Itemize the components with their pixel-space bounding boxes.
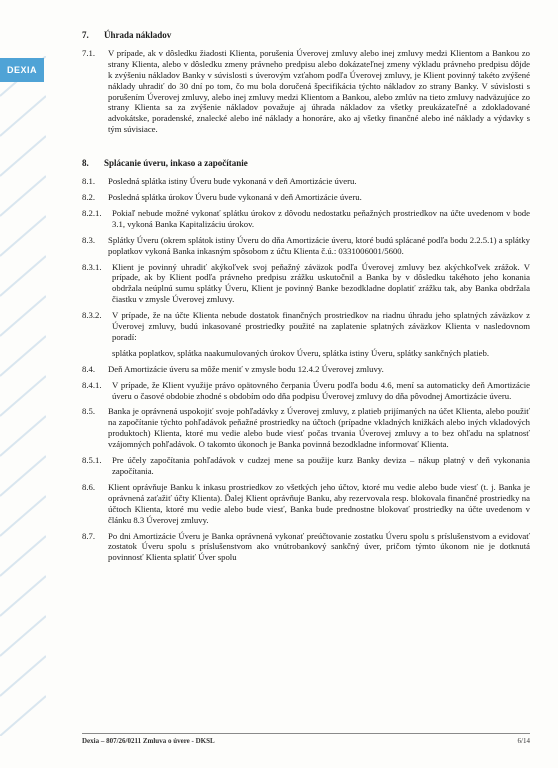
section-title: Splácanie úveru, inkaso a započítanie xyxy=(104,158,248,169)
paragraph-8-4 xyxy=(82,364,530,375)
section-title: Úhrada nákladov xyxy=(104,30,172,40)
paragraph-text: Banka je oprávnená uspokojiť svoje pohľadávky z Úverovej zmluvy, z platieb prijímaných na účet Klienta, alebo použiť na započítanie týchto pohľadávok peňažné prostriedky na účtoch (prípadne vkladných knižkách alebo iných vkladových produktoch) Klienta, ktoré mu vedie alebo bude viesť počas trvania Úverovej zmluvy a to bez ohľadu na splatnosť vzájomných pohľadávok. O takomto úkonoch je Banka povinná bezodkladne informovať Klienta. xyxy=(108,406,530,450)
paragraph-8-3-2 xyxy=(82,310,530,343)
paragraph-text: Po dni Amortizácie Úveru je Banka oprávnená vykonať preúčtovanie zostatku Úveru spolu s príslušenstvom a evidovať zostatok Úveru spolu s príslušenstvom ako vnútrobankový sankčný úver, pričom týmto úkonom nie je dotknutá povinnosť Klienta splatiť Úver spolu xyxy=(108,530,530,563)
paragraph-number: 8.6. xyxy=(82,481,96,492)
paragraph-number: 8.4. xyxy=(82,363,96,374)
paragraph-8-1 xyxy=(82,176,530,187)
paragraph-text: Splátky Úveru (okrem splátok istiny Úveru do dňa Amortizácie úveru, ktoré budú splácané podľa bodu 2.2.5.1) a splátky poplatkov vykoná Banka inkasným spôsobom z účtu Klienta č.ú.: 0331006001/5600. xyxy=(108,234,530,256)
paragraph-8-2-1 xyxy=(82,208,530,230)
paragraph-number: 8.1. xyxy=(82,176,96,187)
paragraph-number: 8.3. xyxy=(82,234,96,245)
paragraph-number: 8.2. xyxy=(82,191,96,202)
paragraph-text: Posledná splátka istiny Úveru bude vykonaná v deň Amortizácie úveru. xyxy=(108,176,357,187)
paragraph-number: 7.1. xyxy=(82,47,96,58)
payment-order-list: splátka poplatkov, splátka naakumulovaných úrokov Úveru, splátka istiny Úveru, splátky sankčných platieb. xyxy=(112,347,490,358)
paragraph-text: V prípade, že na účte Klienta nebude dostatok finančných prostriedkov na riadnu úhradu jeho splatných záväzkov z Úverovej zmluvy, budú inkasované prostriedky použité na zaplatenie splatných záväzkov Klienta v nasledovnom poradí: xyxy=(112,310,530,342)
side-pattern xyxy=(0,56,46,736)
paragraph-number: 8.3.1. xyxy=(82,261,102,272)
paragraph-number: 8.5.1. xyxy=(82,455,102,466)
paragraph-number: 8.3.2. xyxy=(82,310,102,321)
dexia-logo xyxy=(0,58,44,82)
paragraph-8-3-1 xyxy=(82,262,530,306)
paragraph-number: 8.7. xyxy=(82,530,96,541)
paragraph-text: Deň Amortizácie úveru sa môže meniť v zmysle bodu 12.4.2 Úverovej zmluvy. xyxy=(108,363,384,374)
paragraph-8-3 xyxy=(82,235,530,257)
footer-document-reference: Dexia – 807/26/0211 Zmluva o úvere - DKSL xyxy=(82,737,215,745)
logo-text: DEXIA xyxy=(6,65,37,75)
paragraph-text: Pokiaľ nebude možné vykonať splátku úrokov z dôvodu nedostatku peňažných prostriedkov na účte uvedenom v bode 3.1, vykoná Banka Kapitalizáciu úrokov. xyxy=(112,207,530,229)
page-number: 6/14 xyxy=(517,737,530,745)
paragraph-7-1 xyxy=(82,48,530,135)
paragraph-text: Posledná splátka úrokov Úveru bude vykonaná v deň Amortizácie úveru. xyxy=(108,191,362,202)
section-number: 7. xyxy=(82,30,89,40)
paragraph-8-6 xyxy=(82,482,530,526)
paragraph-8-2 xyxy=(82,192,530,203)
paragraph-8-7 xyxy=(82,531,530,564)
paragraph-text: Pre účely započítania pohľadávok v cudzej mene sa použije kurz Banky deviza – nákup platný v deň vykonania započítania. xyxy=(112,455,530,476)
paragraph-8-5 xyxy=(82,406,530,450)
section-heading-7 xyxy=(82,30,530,41)
paragraph-8-5-1 xyxy=(82,455,530,477)
page-footer xyxy=(82,733,530,745)
paragraph-number: 8.2.1. xyxy=(82,207,102,218)
paragraph-text: Klient oprávňuje Banku k inkasu prostriedkov zo všetkých jeho účtov, ktoré mu vedie alebo bude viesť (t. j. Banka je oprávnená zaťažiť účty Klienta). Ďalej Klient oprávňuje Banku, aby rezervovala resp. blokovala finančné prostriedky na účtoch Klienta, ktoré mu vedie alebo bude viesť, Banka bude prednostne blokovať prostriedky na účte uvedenom v článku 8.3 Úverovej zmluvy. xyxy=(108,481,530,525)
paragraph-text: V prípade, že Klient využije právo opätovného čerpania Úveru podľa bodu 4.6, mení sa automaticky deň Amortizácie úveru o časové obdobie zhodné s obdobím odo dňa podpisu Úverovej zmluvy do dňa pôvodnej Amortizácie úveru. xyxy=(112,379,530,401)
paragraph-8-4-1 xyxy=(82,380,530,402)
paragraph-text: V prípade, ak v dôsledku žiadosti Klienta, porušenia Úverovej zmluvy alebo inej zmluvy medzi Klientom a Bankou zo strany Klienta, alebo v dôsledku zmeny právneho predpisu alebo dokázateľnej zmeny výkladu právneho predpisu dôjde k zvýšeniu nákladov Banky v súvislosti s úverovým vzťahom podľa Úverovej zmluvy, je Klient povinný takéto zvýšené náklady uhradiť do 30 dní po tom, čo mu bola doručená špecifikácia týchto nákladov zo strany Banky. V súvislosti s porušením Úverovej zmluvy, alebo inej zmluvy medzi Klientom a Bankou, alebo zmlúv na tieto zmluvy nadväzujúce zo strany Klienta sa za zvýšenie nákladov považuje aj úhrada nákladov za všetky preukázateľné a zdokladované advokátske, poradenské, znalecké alebo iné náklady a honoráre, ako aj všetky finančné alebo iné náklady a výdavky s tým súvisiace. xyxy=(108,47,530,135)
section-number: 8. xyxy=(82,158,89,169)
paragraph-number: 8.5. xyxy=(82,406,96,417)
document-body xyxy=(82,30,530,568)
section-heading-8 xyxy=(82,158,530,169)
paragraph-text: Klient je povinný uhradiť akýkoľvek svoj peňažný záväzok podľa Úverovej zmluvy bez akýchkoľvek zrážok. V prípade, ak by Klient podľa právneho predpisu zrážku uskutočnil a Banka by v dôsledku takéhoto jeho konania obdržala neúplnú sumu splátky Úveru, Klient je povinný Banke bezodkladne doplatiť zrážku tak, aby Banka obdržala čiastku v zmysle Úverovej zmluvy. xyxy=(112,261,530,305)
paragraph-number: 8.4.1. xyxy=(82,379,102,390)
